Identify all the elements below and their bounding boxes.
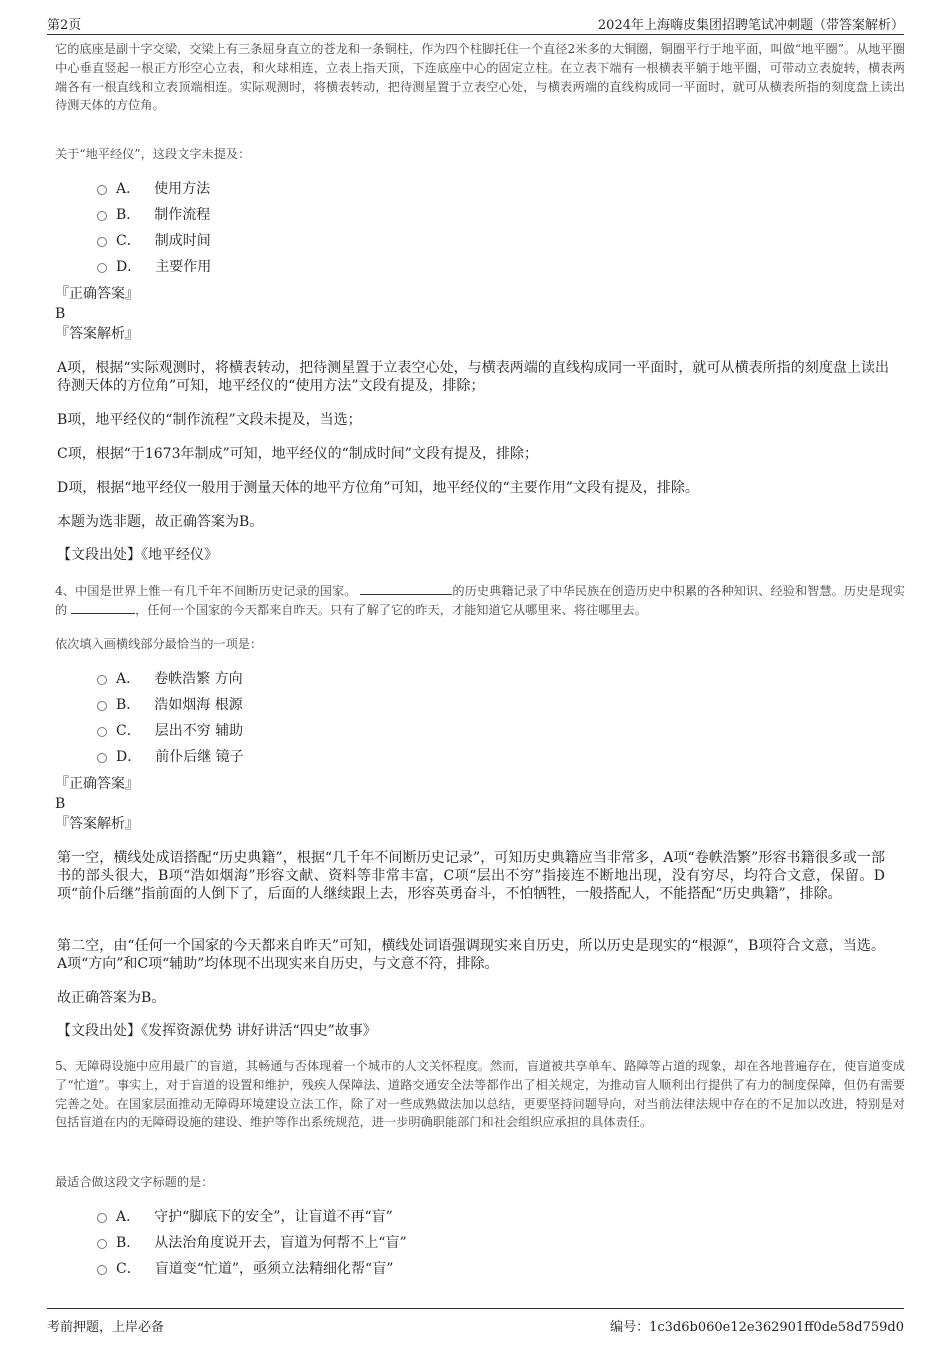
q4-option-a[interactable]: A． 卷帙浩繁 方向 <box>97 665 244 691</box>
q5-option-a[interactable]: A． 守护“脚底下的安全”，让盲道不再“盲” <box>97 1203 407 1229</box>
q3-analysis-label: 『答案解析』 <box>55 326 139 342</box>
radio-icon[interactable] <box>97 263 107 273</box>
radio-icon[interactable] <box>97 237 107 247</box>
q5-question: 最适合做这段文字标题的是： <box>55 1175 214 1189</box>
q4-question-block <box>55 635 905 652</box>
footer-slogan: 考前押题，上岸必备 <box>47 1320 165 1335</box>
q4-question: 依次填入画横线部分最恰当的一项是： <box>55 637 263 651</box>
q5-options <box>97 1203 407 1281</box>
q4-passage: 4、中国是世界上惟一有几千年不间断历史记录的国家。 的历史典籍记录了中华民族在创造历史中积累的各种知识、经验和智慧。历史是现实的 ，任何一个国家的今天都来自昨天。只有了解了它的昨天，才能知道它从哪里来、将往哪里去。 <box>55 584 905 617</box>
q4-analysis-2-block <box>57 937 885 973</box>
q3-analysis-2: B项，地平经仪的“制作流程”文段未提及，当选； <box>57 412 362 428</box>
q4-analysis-3-block <box>57 989 907 1007</box>
q4-analysis-label: 『答案解析』 <box>55 816 139 832</box>
q4-conclusion: 故正确答案为B。 <box>57 990 166 1006</box>
q4-analysis-1-block <box>57 849 885 903</box>
q4-answer-label: 『正确答案』 <box>55 776 139 792</box>
radio-icon[interactable] <box>97 185 107 195</box>
q3-analysis-1-block <box>57 359 889 395</box>
q3-passage: 它的底座是副十字交梁，交梁上有三条屈身直立的苍龙和一条铜柱，作为四个柱脚托住一个直径2米多的大铜圈，铜圈平行于地平面，叫做“地平圈”。从地平圈中心垂直竖起一根正方形空心立表，和火球相连，立表上指天顶，下连底座中心的固定立柱。在立表下端有一根横表平躺于地平圈，可带动立表旋转，横表两端各有一根直线和立表顶端相连。实际观测时，将横表转动，把待测星置于立表空心处，与横表两端的直线构成同一平面时，就可从横表所指的刻度盘上读出待测天体的方位角。 <box>55 42 905 113</box>
q5-option-b[interactable]: B． 从法治角度说开去，盲道为何帮不上“盲” <box>97 1229 407 1255</box>
blank-line <box>71 601 135 614</box>
radio-icon[interactable] <box>97 675 107 685</box>
q3-question-block <box>55 145 905 162</box>
q3-analysis-4: D项，根据“地平经仪一般用于测量天体的地平方位角”可知，地平经仪的“主要作用”文段有提及，排除。 <box>57 480 699 496</box>
q3-question: 关于“地平经仪”，这段文字未提及： <box>55 147 251 161</box>
q4-option-b[interactable]: B． 浩如烟海 根源 <box>97 691 244 717</box>
radio-icon[interactable] <box>97 753 107 763</box>
q3-analysis-2-block <box>57 411 907 429</box>
radio-icon[interactable] <box>97 1213 107 1223</box>
page-number: 第2页 <box>47 18 82 33</box>
q4-option-d[interactable]: D． 前仆后继 镜子 <box>97 743 244 769</box>
q4-option-c[interactable]: C． 层出不穷 辅助 <box>97 717 244 743</box>
q3-analysis-1: A项，根据“实际观测时，将横表转动，把待测星置于立表空心处，与横表两端的直线构成同一平面时，就可从横表所指的刻度盘上读出待测天体的方位角”可知，地平经仪的“使用方法”文段有提及，排除； <box>57 360 889 394</box>
q4-options <box>97 665 244 769</box>
q3-option-c[interactable]: C． 制成时间 <box>97 227 211 253</box>
document-title: 2024年上海嗨皮集团招聘笔试冲刺题（带答案解析） <box>597 18 904 33</box>
q4-source: 【文段出处】《发挥资源优势 讲好讲活“四史”故事》 <box>57 1023 377 1039</box>
q5-passage: 5、无障碍设施中应用最广的盲道，其畅通与否体现着一个城市的人文关怀程度。然而，盲道被共享单车、路障等占道的现象，却在各地普遍存在，使盲道变成了“忙道”。事实上，对于盲道的设置和维护，残疾人保障法、道路交通安全法等都作出了相关规定，为推动盲人顺利出行提供了有力的制度保障，但仍有需要完善之处。在国家层面推动无障碍环境建设立法工作，除了对一些成熟做法加以总结，更要坚持问题导向，对当前法律法规中存在的不足加以改进，特别是对包括盲道在内的无障碍设施的建设、维护等作出系统规范，进一步明确职能部门和社会组织应承担的具体责任。 <box>55 1059 905 1130</box>
q5-option-c[interactable]: C． 盲道变“忙道”，亟须立法精细化帮“盲” <box>97 1255 407 1281</box>
q3-source-block <box>57 546 907 564</box>
radio-icon[interactable] <box>97 1239 107 1249</box>
q3-answer-block <box>55 284 905 344</box>
q3-analysis-3-block <box>57 445 907 463</box>
radio-icon[interactable] <box>97 701 107 711</box>
q3-conclusion: 本题为选非题，故正确答案为B。 <box>57 514 264 530</box>
q3-analysis-5-block <box>57 513 907 531</box>
q4-passage-block <box>55 582 905 620</box>
q5-passage-block <box>55 1057 905 1132</box>
q3-answer: B <box>55 306 66 322</box>
q3-option-d[interactable]: D． 主要作用 <box>97 253 211 279</box>
document-code: 编号：1c3d6b060e12e362901ff0de58d759d0 <box>610 1320 904 1335</box>
q3-passage-block <box>55 40 905 115</box>
radio-icon[interactable] <box>97 1265 107 1275</box>
radio-icon[interactable] <box>97 211 107 221</box>
q3-analysis-3: C项，根据“于1673年制成”可知，地平经仪的“制成时间”文段有提及，排除； <box>57 446 538 462</box>
q3-option-a[interactable]: A． 使用方法 <box>97 175 211 201</box>
q4-analysis-2: 第二空，由“任何一个国家的今天都来自昨天”可知，横线处词语强调现实来自历史，所以历史是现实的“根源”，B项符合文意，当选。A项“方向”和C项“辅助”均体现不出现实来自历史，与文意不符，排除。 <box>57 938 885 972</box>
page-header <box>47 14 904 35</box>
q3-option-b[interactable]: B． 制作流程 <box>97 201 211 227</box>
q3-source: 【文段出处】《地平经仪》 <box>57 547 218 563</box>
q3-analysis-4-block <box>57 479 907 497</box>
q4-answer-block <box>55 774 905 834</box>
radio-icon[interactable] <box>97 727 107 737</box>
q4-source-block <box>57 1022 907 1040</box>
q5-question-block <box>55 1173 905 1190</box>
page-footer <box>47 1308 904 1333</box>
q4-answer: B <box>55 796 66 812</box>
q4-analysis-1: 第一空，横线处成语搭配“历史典籍”，根据“几千年不间断历史记录”，可知历史典籍应当非常多，A项“卷帙浩繁”形容书籍很多或一部书的部头很大，B项“浩如烟海”形容文献、资料等非常丰富，C项“层出不穷”指接连不断地出现，没有穷尽，均符合文意，保留。D项“前仆后继”指前面的人倒下了，后面的人继续跟上去，形容英勇奋斗，不怕牺牲，一般搭配人，不能搭配“历史典籍”，排除。 <box>57 850 885 902</box>
q3-options <box>97 175 211 279</box>
q3-answer-label: 『正确答案』 <box>55 286 139 302</box>
blank-line <box>360 582 452 595</box>
